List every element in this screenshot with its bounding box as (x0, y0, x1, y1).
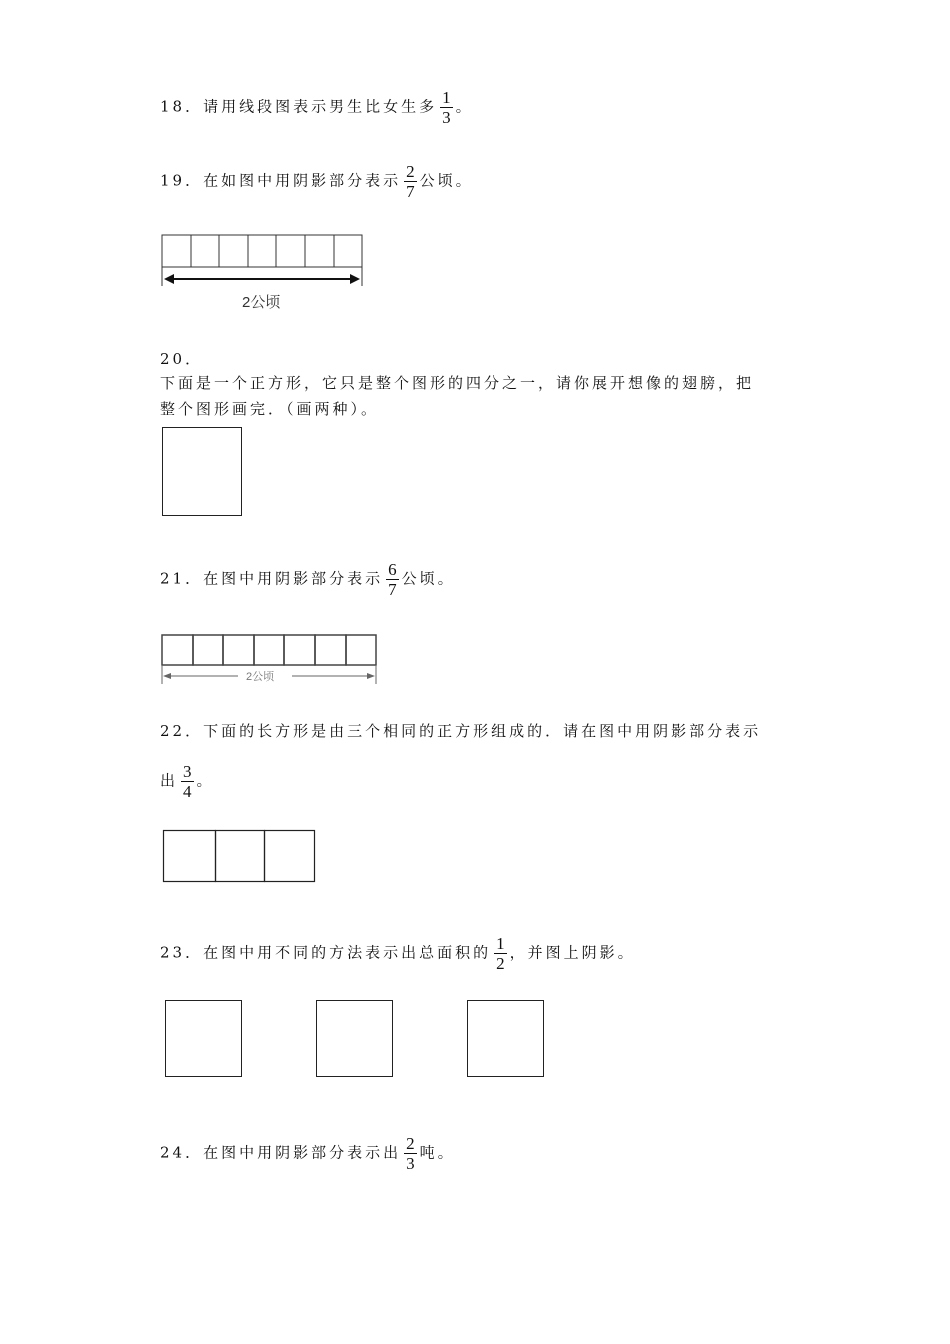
question-19 (160, 162, 474, 201)
question-23 (160, 934, 636, 973)
fraction: $\frac{2}{7}$ (406, 162, 415, 201)
question-text: 下面的长方形是由三个相同的正方形组成的．请在图中用阴影部分表示 (203, 722, 762, 740)
question-22-line2 (160, 762, 215, 801)
question-number: 21． (160, 569, 204, 588)
question-18 (160, 88, 474, 127)
rect-square-1 (164, 831, 216, 882)
q20-square (162, 427, 242, 516)
rect-square-3 (265, 831, 315, 882)
question-number: 23． (160, 943, 204, 962)
question-20-line2: 整个图形画完．（画两种）。 (160, 400, 380, 418)
question-20-line1: 下面是一个正方形，它只是整个图形的四分之一，请你展开想像的翅膀，把 (160, 374, 755, 392)
question-tail: ，并图上阴影。 (509, 943, 636, 962)
q23-square-3 (467, 1000, 544, 1077)
strip-label: 2公顷 (242, 294, 281, 311)
q23-square-2 (316, 1000, 393, 1077)
question-text: 在图中用阴影部分表示出 (203, 1143, 402, 1162)
q19-hectare-strip (158, 232, 368, 314)
question-text: 请用线段图表示男生比女生多 (203, 97, 438, 116)
question-number: 18． (160, 97, 204, 116)
question-text: 在图中用阴影部分表示 (203, 569, 384, 588)
question-number: 24． (160, 1143, 204, 1162)
rect-square-2 (216, 831, 265, 882)
question-number: 22． (160, 722, 204, 740)
fraction: $\frac{1}{2}$ (496, 934, 505, 973)
fraction: $\frac{3}{4}$ (183, 762, 192, 801)
question-text: 在如图中用阴影部分表示 (203, 171, 402, 190)
question-tail: 公顷。 (419, 171, 474, 190)
strip-cells (162, 635, 376, 665)
q21-hectare-strip (158, 632, 382, 686)
strip-cells (162, 235, 362, 267)
question-24 (160, 1134, 456, 1173)
question-tail: 吨。 (419, 1143, 456, 1162)
double-arrow (164, 274, 360, 284)
strip-label: 2公顷 (246, 671, 275, 683)
question-tail: 。 (196, 771, 215, 790)
q23-square-1 (165, 1000, 242, 1077)
q22-rectangle (162, 829, 318, 885)
fraction: $\frac{1}{3}$ (442, 88, 451, 127)
fraction: $\frac{2}{3}$ (406, 1134, 415, 1173)
question-21 (160, 560, 456, 599)
question-tail: 。 (455, 97, 474, 116)
fraction: $\frac{6}{7}$ (388, 560, 397, 599)
question-20-number: 20． (160, 350, 204, 368)
question-text: 出 (160, 771, 179, 790)
question-number: 19． (160, 171, 204, 190)
question-text: 在图中用不同的方法表示出总面积的 (203, 943, 492, 962)
question-tail: 公顷。 (401, 569, 456, 588)
question-22-line1 (160, 720, 761, 742)
